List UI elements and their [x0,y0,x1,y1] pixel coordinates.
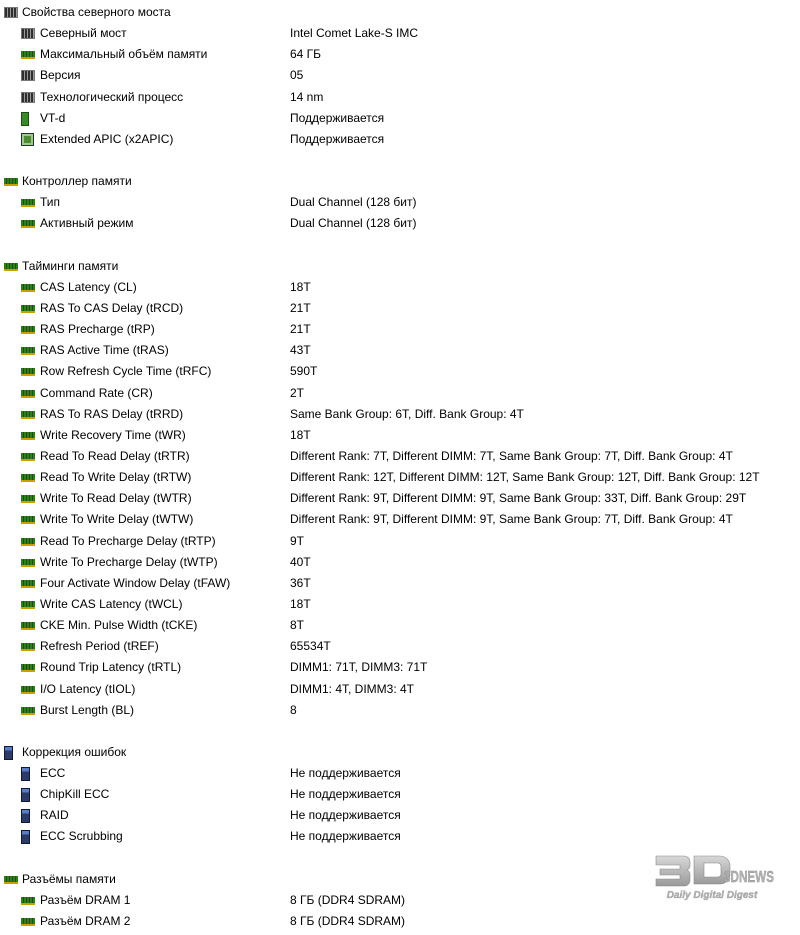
bridge-icon [21,92,35,103]
field-label: I/O Latency (tIOL) [40,681,136,696]
field-label: Write To Precharge Delay (tWTP) [40,554,218,569]
field-label: Максимальный объём памяти [40,47,208,62]
field-label: Command Rate (CR) [40,385,153,400]
field-value: Поддерживается [290,110,385,125]
memory-icon [21,495,35,503]
memory-icon [21,220,35,228]
field-label: RAS Active Time (tRAS) [40,343,169,358]
memory-icon [21,622,35,630]
property-row[interactable] [0,44,800,65]
property-row[interactable] [0,213,800,234]
ecc-icon [21,830,30,844]
group-header[interactable] [0,742,800,763]
field-value: Не поддерживается [290,829,401,844]
memory-icon [21,51,35,59]
property-row[interactable] [0,425,800,446]
field-label: Read To Write Delay (tRTW) [40,470,192,485]
property-row[interactable] [0,65,800,86]
bridge-icon [4,7,18,18]
field-value: 18T [290,279,311,294]
field-label: Write CAS Latency (tWCL) [40,596,183,611]
field-value: 36T [290,575,311,590]
field-value: 8 [290,702,297,717]
field-label: CAS Latency (CL) [40,279,137,294]
field-value: Same Bank Group: 6T, Diff. Bank Group: 4T [290,406,524,421]
memory-icon [21,347,35,355]
property-row[interactable] [0,826,800,847]
field-label: Read To Precharge Delay (tRTP) [40,533,216,548]
field-value: 05 [290,68,304,83]
property-row[interactable] [0,404,800,425]
field-label: Round Trip Latency (tRTL) [40,660,182,675]
bridge-icon [21,70,35,81]
bridge-icon [21,28,35,39]
field-label: ChipKill ECC [40,787,110,802]
field-label: Row Refresh Cycle Time (tRFC) [40,364,212,379]
field-label: Разъём DRAM 1 [40,892,131,907]
field-label: Read To Read Delay (tRTR) [40,448,190,463]
field-label: Тайминги памяти [22,258,119,273]
property-row[interactable] [0,192,800,213]
field-value: DIMM1: 4T, DIMM3: 4T [290,681,415,696]
field-value: 18T [290,427,311,442]
memory-icon [21,390,35,398]
vtd-icon [21,112,29,126]
field-value: Different Rank: 9T, Different DIMM: 9T, Same Bank Group: 33T, Diff. Bank Group: 29T [290,491,747,506]
memory-icon [21,897,35,905]
memory-icon [21,432,35,440]
field-value: 8T [290,618,305,633]
ecc-icon [21,809,30,823]
field-value: Dual Channel (128 бит) [290,216,417,231]
property-row[interactable] [0,657,800,678]
field-label: Северный мост [40,26,127,41]
field-label: Тип [40,195,61,210]
group-header[interactable] [0,171,800,192]
field-value: 21T [290,300,311,315]
field-label: Write Recovery Time (tWR) [40,427,186,442]
property-row[interactable] [0,129,800,150]
field-value: 40T [290,554,311,569]
field-label: CKE Min. Pulse Width (tCKE) [40,618,198,633]
field-value: Не поддерживается [290,787,401,802]
field-label: RAS Precharge (tRP) [40,322,155,337]
field-value: Different Rank: 7T, Different DIMM: 7T, Same Bank Group: 7T, Diff. Bank Group: 4T [290,448,733,463]
group-header[interactable] [0,2,800,23]
memory-icon [21,305,35,313]
field-label: Write To Read Delay (tWTR) [40,491,192,506]
property-row[interactable] [0,679,800,700]
row-spacer [0,150,800,171]
property-row[interactable] [0,319,800,340]
memory-icon [4,178,18,186]
memory-icon [21,474,35,482]
field-value: DIMM1: 71T, DIMM3: 71T [290,660,428,675]
row-spacer [0,721,800,742]
memory-icon [21,686,35,694]
property-row[interactable] [0,636,800,657]
field-label: Версия [40,68,81,83]
property-row[interactable] [0,700,800,721]
field-value: 14 nm [290,89,324,104]
property-row[interactable] [0,277,800,298]
field-value: 8 ГБ (DDR4 SDRAM) [290,892,406,907]
property-row[interactable] [0,784,800,805]
field-value: Поддерживается [290,131,385,146]
field-label: Коррекция ошибок [22,744,127,759]
field-value: 2T [290,385,305,400]
property-row[interactable] [0,509,800,530]
field-value: Intel Comet Lake-S IMC [290,26,419,41]
memory-icon [21,918,35,926]
field-value: Dual Channel (128 бит) [290,195,417,210]
property-row[interactable] [0,531,800,552]
memory-icon [21,516,35,524]
field-label: RAS To CAS Delay (tRCD) [40,300,184,315]
field-value: 43T [290,343,311,358]
property-row[interactable] [0,911,800,932]
field-label: Four Activate Window Delay (tFAW) [40,575,231,590]
field-value: 65534T [290,639,331,654]
field-label: Технологический процесс [40,89,184,104]
field-label: RAS To RAS Delay (tRRD) [40,406,184,421]
field-value: Different Rank: 12T, Different DIMM: 12T, Same Bank Group: 12T, Diff. Bank Group: 12T [290,470,760,485]
apic-icon [21,133,34,146]
property-row[interactable] [0,805,800,826]
group-header[interactable] [0,256,800,277]
memory-icon [21,538,35,546]
memory-icon [21,411,35,419]
property-row[interactable] [0,552,800,573]
memory-icon [21,284,35,292]
memory-icon [21,664,35,672]
field-label: Extended APIC (x2APIC) [40,131,174,146]
field-value: 18T [290,596,311,611]
field-label: Контроллер памяти [22,174,132,189]
field-label: ECC Scrubbing [40,829,123,844]
field-value: 590T [290,364,318,379]
ecc-icon [4,746,13,760]
field-label: Разъёмы памяти [22,871,116,886]
row-spacer [0,235,800,256]
property-row[interactable] [0,23,800,44]
field-label: RAID [40,808,69,823]
field-value: Не поддерживается [290,808,401,823]
memory-icon [21,580,35,588]
memory-icon [4,876,18,884]
field-label: Активный режим [40,216,134,231]
memory-icon [21,643,35,651]
memory-icon [21,707,35,715]
memory-icon [21,199,35,207]
field-value: Не поддерживается [290,766,401,781]
field-value: 8 ГБ (DDR4 SDRAM) [290,914,406,929]
memory-icon [21,601,35,609]
watermark-tagline: Daily Digital Digest [666,890,758,901]
property-row[interactable] [0,340,800,361]
property-row[interactable] [0,361,800,382]
field-label: Write To Write Delay (tWTW) [40,512,194,527]
property-row[interactable] [0,383,800,404]
field-label: Burst Length (BL) [40,702,135,717]
field-label: Разъём DRAM 2 [40,914,131,929]
property-row[interactable] [0,446,800,467]
watermark-logo-text: 3DNEWS [724,869,775,886]
property-row[interactable] [0,763,800,784]
field-label: VT-d [40,110,66,125]
memory-icon [21,368,35,376]
memory-icon [21,326,35,334]
properties-list [0,2,800,932]
field-value: 9T [290,533,305,548]
memory-icon [21,559,35,567]
ecc-icon [21,788,30,802]
property-row[interactable] [0,488,800,509]
property-row[interactable] [0,467,800,488]
field-label: Свойства северного моста [22,5,171,19]
property-row[interactable] [0,108,800,129]
field-label: Refresh Period (tREF) [40,639,159,654]
field-value: 21T [290,322,311,337]
property-row[interactable] [0,615,800,636]
memory-icon [21,453,35,461]
property-row[interactable] [0,87,800,108]
field-value: 64 ГБ [290,47,322,62]
field-label: ECC [40,766,66,781]
property-row[interactable] [0,573,800,594]
property-row[interactable] [0,594,800,615]
ecc-icon [21,767,30,781]
property-row[interactable] [0,298,800,319]
memory-icon [4,263,18,271]
watermark-logo [648,852,776,902]
field-value: Different Rank: 9T, Different DIMM: 9T, Same Bank Group: 7T, Diff. Bank Group: 4T [290,512,733,527]
